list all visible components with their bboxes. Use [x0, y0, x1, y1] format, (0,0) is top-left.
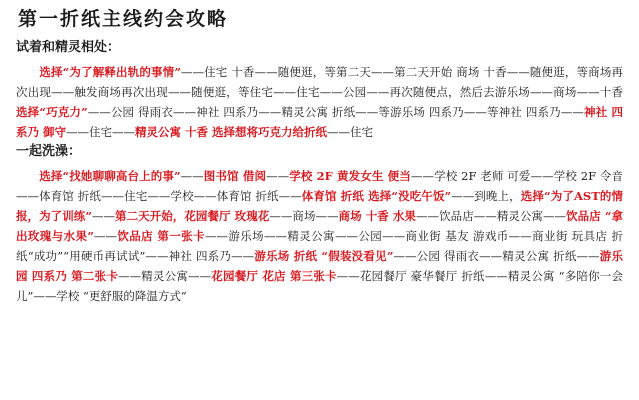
section-heading: 一起洗澡： [16, 144, 82, 159]
route-step: ——住宅 [327, 125, 374, 139]
route-step: ——饮品店——精灵公寓—— [416, 209, 567, 223]
route-step: ——游乐场——精灵公寓——公园——商业街 基友 游戏币——商业街 玩具店 折纸“成功”“用硬币再试试”——神社 四系乃—— [16, 229, 623, 263]
route-step: ——公园 得雨衣——神社 四系乃——精灵公寓 折纸——等游乐场 四系乃——等神社 四系乃—— [87, 105, 584, 119]
page-title: 第一折纸主线约会攻略 [18, 8, 229, 30]
route-step: ——商场—— [269, 209, 339, 223]
highlighted-step: 第二天开始，花园餐厅 玫瑰花 [114, 209, 270, 223]
highlighted-step: 选择“为了AST的情报，为了训练” [16, 189, 624, 223]
route-step: —— [180, 169, 204, 183]
section-paragraph [16, 62, 623, 142]
highlighted-step: 饮品店 第一张卡 [116, 229, 205, 243]
route-step: ——精灵公寓—— [118, 269, 212, 283]
highlighted-step: 精灵公寓 十香 选择想将巧克力给折纸 [135, 125, 328, 139]
highlighted-step: 游乐场 折纸 “假装没看见” [254, 249, 394, 263]
route-step: —— [266, 169, 290, 183]
highlighted-step: 选择“为了解释出轨的事情” [16, 65, 181, 79]
highlighted-step: 饮品店 “拿出玫瑰与水果” [16, 209, 624, 243]
route-step: ——到晚上， [451, 189, 521, 203]
highlighted-step: 图书馆 借阅 [203, 169, 267, 183]
route-step: —— [91, 209, 115, 223]
route-step: ——公园 得雨衣——精灵公寓 折纸—— [393, 249, 600, 263]
highlighted-step: 选择“找她聊聊高台上的事” [16, 169, 181, 183]
route-step: ——住宅—— [66, 125, 136, 139]
route-step: —— [93, 229, 117, 243]
highlighted-step: 神社 四系乃 御守 [16, 105, 623, 139]
route-step: ——学校 2F 老师 可爱——学校 2F 令音——体育馆 折纸——住宅——学校——体育馆 折纸—— [16, 169, 623, 203]
highlighted-step: 学校 2F 黄发女生 便当 [289, 169, 411, 183]
guide-sections [12, 40, 623, 308]
highlighted-step: 商场 十香 水果 [338, 209, 417, 223]
highlighted-step: 花园餐厅 花店 第三张卡 [211, 269, 337, 283]
highlighted-step: 游乐园 四系乃 第二张卡 [16, 249, 623, 283]
section-heading: 试着和精灵相处： [16, 40, 121, 55]
highlighted-step: 选择“巧克力” [16, 105, 88, 119]
route-step: ——花园餐厅 豪华餐厅 折纸——精灵公寓 “多陪你一会儿”——学校 “更舒服的降温方式” [16, 269, 624, 303]
route-step: ——住宅 十香——随便逛，等第二天——第二天开始 商场 十香——随便逛，等商场再次出现——触发商场再次出现——随便逛，等住宅——住宅——公园——再次随便点，然后去游乐场——商场——十香 [16, 65, 624, 99]
section-paragraph [16, 166, 623, 306]
highlighted-step: 体育馆 折纸 选择“没吃午饭” [301, 189, 452, 203]
